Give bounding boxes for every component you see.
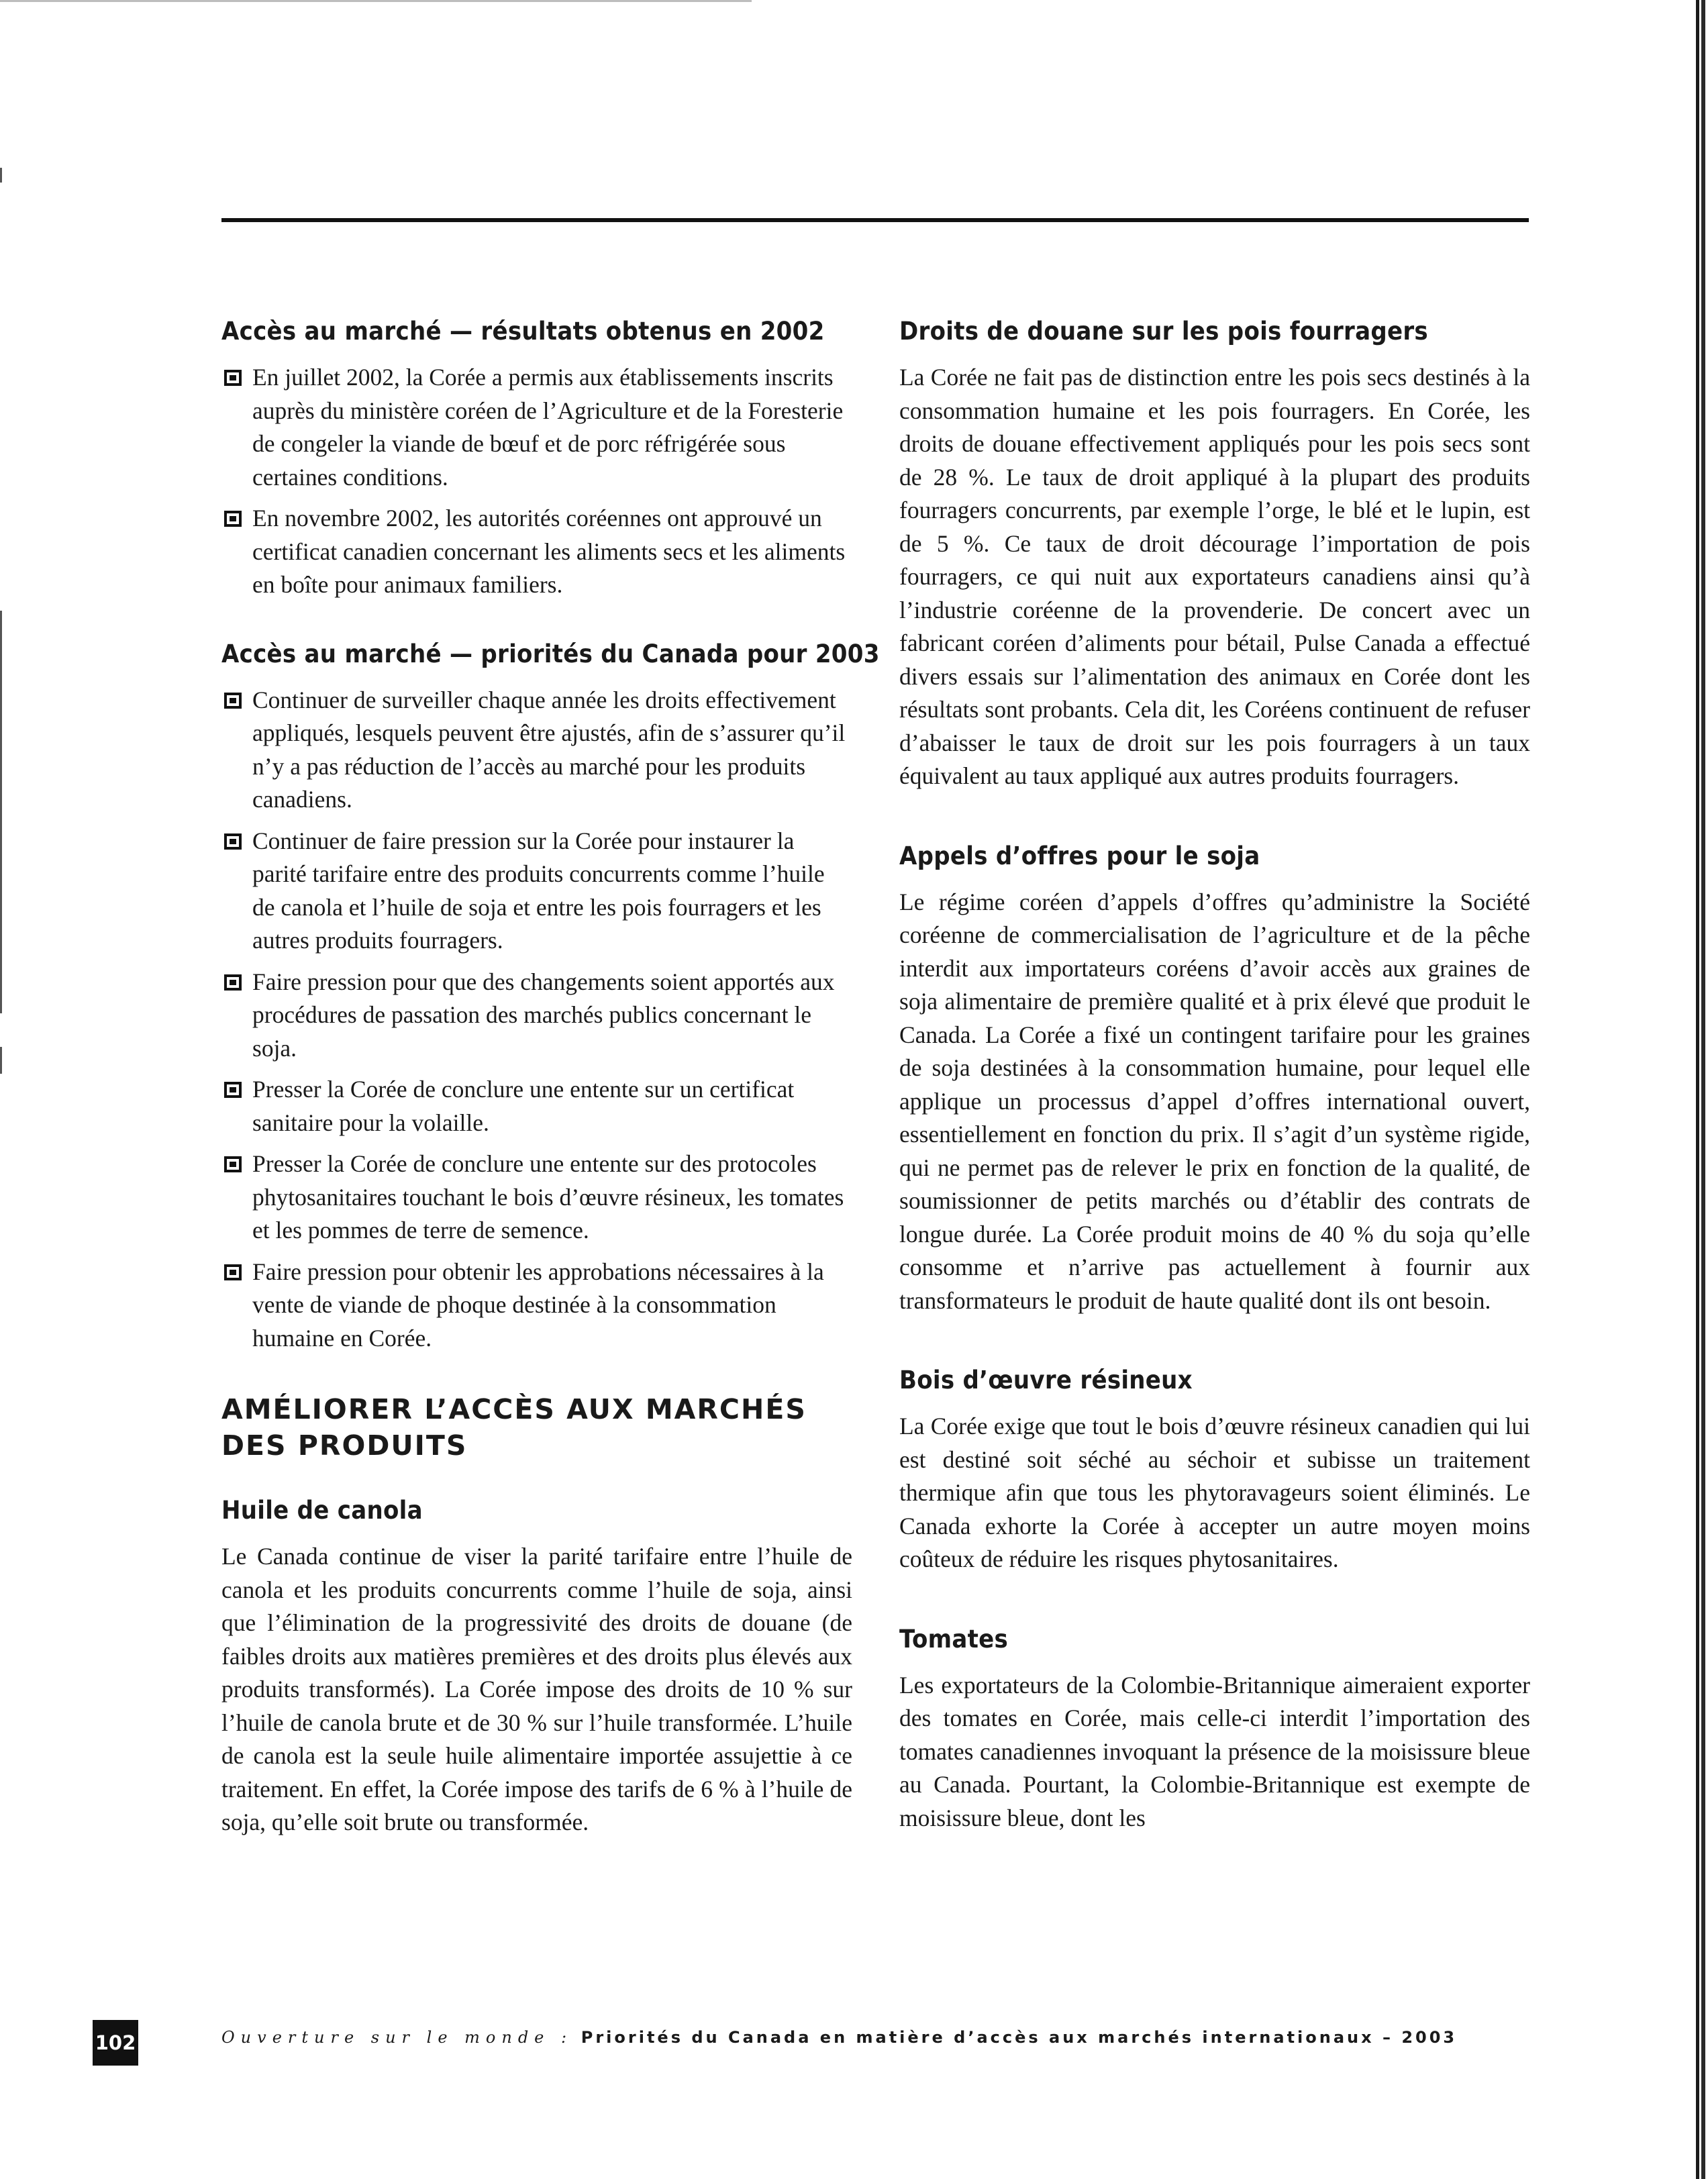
scan-edge-line: [0, 0, 752, 2]
heading-tomatoes: Tomates: [899, 1624, 1009, 1654]
paragraph-tomatoes: Les exportateurs de la Colombie-Britannique aimeraient exporter des tomates en Corée, mais celle-ci interdit l’importation des tomates canadiennes invoquant la présence de la moisissure bleue au Canada. Pourtant, la Colombie-Britannique est exempte de moisissure bleue, dont les: [899, 1671, 1530, 1831]
list-item: [221, 502, 852, 602]
results-list: [221, 361, 852, 602]
heading-results-2002: Accès au marché — résultats obtenus en 2002: [221, 317, 825, 346]
running-footer: [221, 2028, 1529, 2047]
bullet-icon: [224, 974, 242, 991]
bullet-icon: [224, 1264, 242, 1280]
bullet-icon: [224, 511, 242, 527]
section-title-line1: AMÉLIORER L’ACCÈS AUX MARCHÉS: [221, 1393, 807, 1425]
left-column: [221, 315, 880, 1886]
scan-mark: [0, 168, 2, 183]
list-item-text: Faire pression pour que des changements soient apportés aux procédures de passation des marchés publics concernant le soja.: [252, 968, 835, 1062]
list-item-text: Presser la Corée de conclure une entente sur des protocoles phytosanitaires touchant le bois d’œuvre résineux, les tomates et les pommes de terre de semence.: [252, 1150, 844, 1244]
bullet-icon: [224, 1082, 242, 1098]
header-rule: [221, 218, 1529, 222]
scan-mark: [0, 611, 2, 1013]
list-item: [221, 684, 852, 817]
paragraph-feed-peas: La Corée ne fait pas de distinction entre les pois secs destinés à la consommation humaine et les pois fourragers. En Corée, les droits de douane effectivement appliqués pour les pois secs sont de 28 %. Le taux de droit appliqué à la plupart des produits fourragers concurrents, par exemple l’orge, le blé et le lupin, est de 5 %. Ce taux de droit décourage l’importation de pois fourragers, ce qui nuit aux exportateurs canadiens ainsi qu’à l’industrie coréenne de la provenderie. De concert avec un fabricant coréen d’aliments pour bétail, Pulse Canada a effectué divers essais sur l’alimentation des animaux en Corée dont les résultats sont probants. Cela dit, les Coréens continuent de refuser d’abaisser le taux de droit sur les pois fourragers à un taux équivalent au taux appliqué aux autres produits fourragers.: [899, 364, 1530, 789]
scan-binding-edge: [1693, 0, 1708, 2179]
list-item: [221, 1073, 852, 1139]
bullet-icon: [224, 693, 242, 709]
page-number: 102: [93, 2020, 138, 2066]
bullet-icon: [224, 370, 242, 386]
heading-feed-peas: Droits de douane sur les pois fourragers: [899, 317, 1428, 346]
list-item: [221, 1148, 852, 1248]
list-item-text: Continuer de surveiller chaque année les droits effectivement appliqués, lesquels peuvent être ajustés, afin de s’assurer qu’il n’y a pas réduction de l’accès au marché pour les produits canadiens.: [252, 686, 846, 813]
list-item: [221, 825, 852, 958]
heading-soybean-tenders: Appels d’offres pour le soja: [899, 841, 1260, 870]
section-title-line2: DES PRODUITS: [221, 1429, 468, 1462]
list-item: [221, 966, 852, 1066]
list-item-text: Continuer de faire pression sur la Corée pour instaurer la parité tarifaire entre des produits concurrents comme l’huile de canola et l’huile de soja et entre les pois fourragers et les autres produits fourragers.: [252, 827, 825, 954]
bullet-icon: [224, 833, 242, 850]
list-item-text: Presser la Corée de conclure une entente sur un certificat sanitaire pour la volaille.: [252, 1076, 795, 1136]
heading-priorities-2003: Accès au marché — priorités du Canada pour 2003: [221, 639, 880, 668]
heading-softwood-lumber: Bois d’œuvre résineux: [899, 1366, 1193, 1395]
list-item: [221, 361, 852, 494]
right-column: [899, 315, 1530, 1882]
list-item-text: En juillet 2002, la Corée a permis aux établissements inscrits auprès du ministère coréen de l’Agriculture et de la Foresterie de congeler la viande de bœuf et de porc réfrigérée sous certaines conditions.: [252, 364, 844, 491]
paragraph-softwood-lumber: La Corée exige que tout le bois d’œuvre résineux canadien qui lui est destiné soit séché au séchoir et subisse un traitement thermique afin que tous les phytoravageurs soient éliminés. Le Canada exhorte la Corée à accepter un autre moyen moins coûteux de réduire les risques phytosanitaires.: [899, 1413, 1530, 1572]
footer-title-italic: Ouverture sur le monde :: [221, 2028, 573, 2047]
list-item-text: Faire pression pour obtenir les approbations nécessaires à la vente de viande de phoque destinée à la consommation humaine en Corée.: [252, 1258, 824, 1352]
section-title: [221, 1391, 852, 1464]
list-item: [221, 1256, 852, 1356]
scan-mark: [0, 1047, 2, 1074]
paragraph-canola: Le Canada continue de viser la parité tarifaire entre l’huile de canola et les produits concurrents comme l’huile de soja, ainsi que l’élimination de la progressivité des droits de douane (de faibles droits aux matières premières et des droits plus élevés aux produits transformés). La Corée impose des droits de 10 % sur l’huile de canola brute et de 30 % sur l’huile transformée. L’huile de canola est la seule huile alimentaire importée assujettie à ce traitement. En effet, la Corée impose des tarifs de 6 % à l’huile de soja, qu’elle soit brute ou transformée.: [221, 1543, 852, 1835]
priorities-list: [221, 684, 852, 1356]
bullet-icon: [224, 1156, 242, 1172]
heading-canola: Huile de canola: [221, 1496, 423, 1525]
footer-title-rest: Priorités du Canada en matière d’accès aux marchés internationaux – 2003: [581, 2028, 1458, 2047]
paragraph-soybean-tenders: Le régime coréen d’appels d’offres qu’administre la Société coréenne de commercialisation de l’agriculture et de la pêche interdit aux importateurs coréens d’avoir accès aux graines de soja alimentaire de première qualité et à prix élevé que produit le Canada. La Corée a fixé un contingent tarifaire pour les graines de soja destinées à la consommation humaine, pour lequel elle applique un processus d’appel d’offres international ouvert, essentiellement en fonction du prix. Il s’agit d’un système rigide, qui ne permet pas de relever le prix en fonction de la qualité, de soumissionner de petits marchés ou d’établir des contrats de longue durée. La Corée produit moins de 40 % du soja qu’elle consomme et n’arrive pas actuellement à fournir aux transformateurs le produit de haute qualité dont ils ont besoin.: [899, 888, 1530, 1314]
list-item-text: En novembre 2002, les autorités coréennes ont approuvé un certificat canadien concernant les aliments secs et les aliments en boîte pour animaux familiers.: [252, 505, 846, 598]
